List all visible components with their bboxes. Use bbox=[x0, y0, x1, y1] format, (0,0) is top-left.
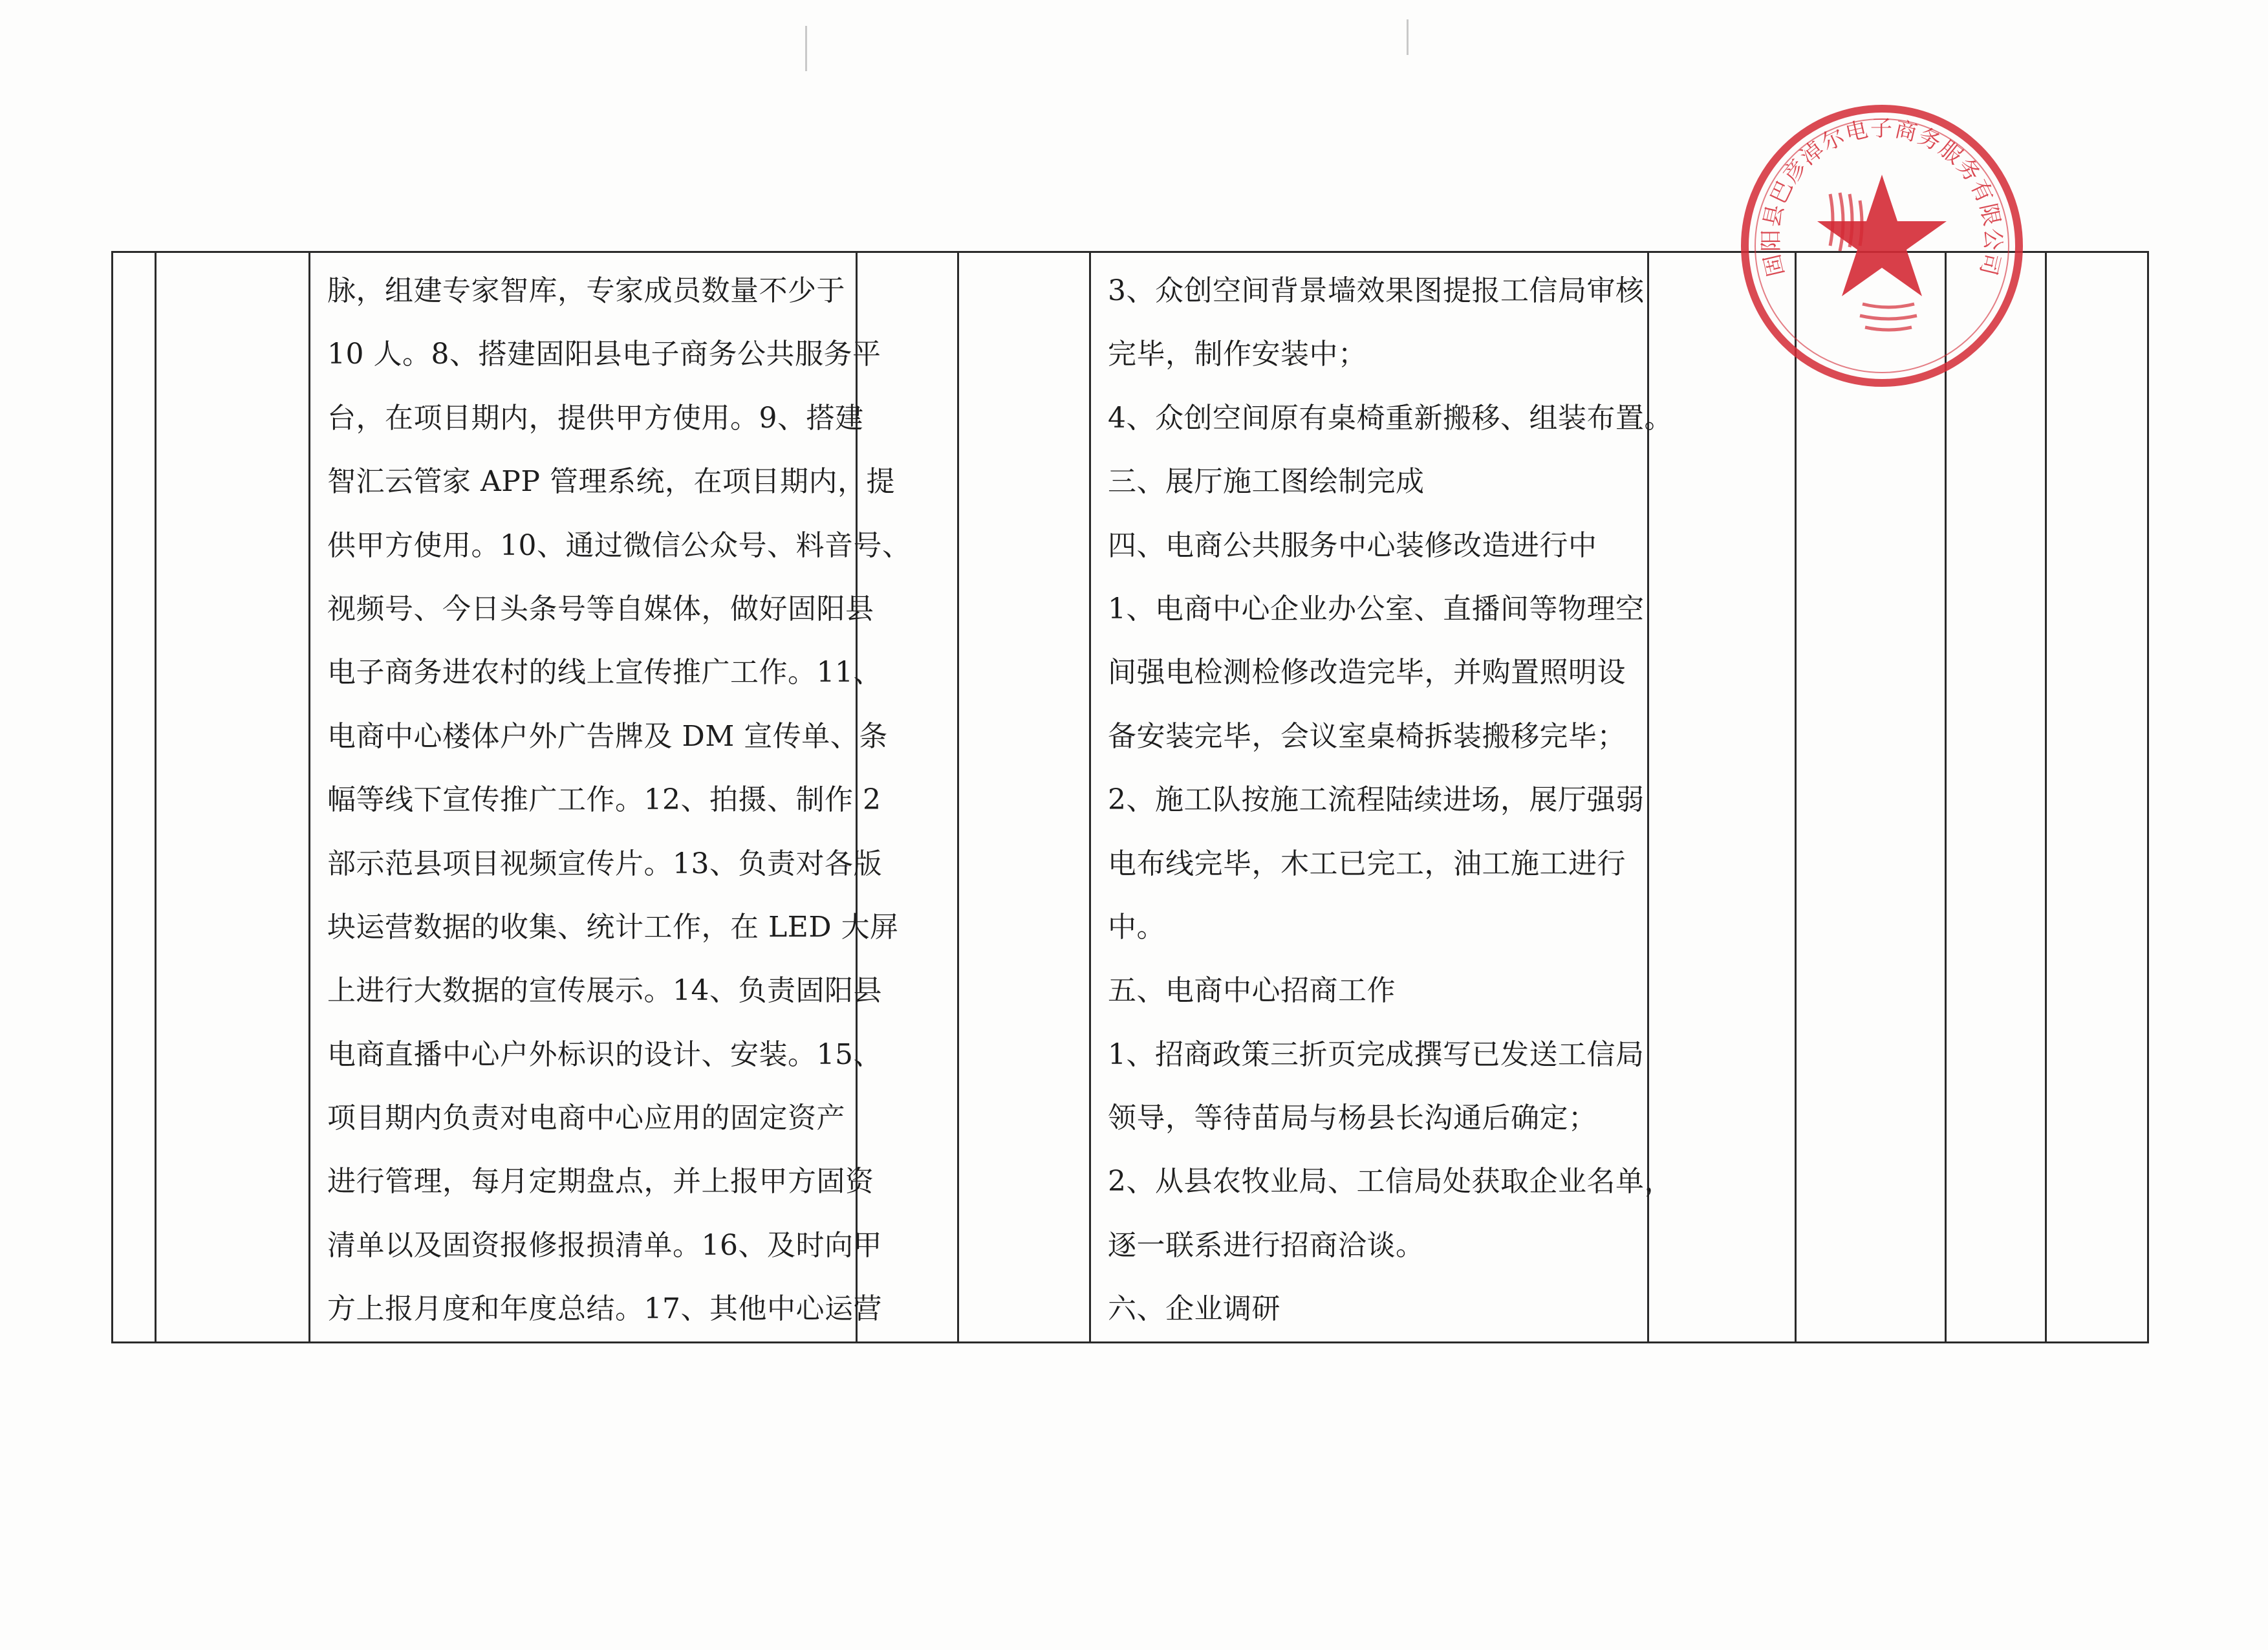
text-line: 视频号、今日头条号等自媒体，做好固阳县 bbox=[327, 592, 874, 625]
text-line: 完毕，制作安装中； bbox=[1108, 338, 1367, 371]
text-line: 领导，等待苗局与杨县长沟通后确定； bbox=[1108, 1102, 1597, 1135]
service-scope-text bbox=[310, 253, 911, 1341]
text-line: 上进行大数据的宣传展示。14、负责固阳县 bbox=[327, 974, 882, 1008]
text-line: 3、众创空间背景墙效果图提报工信局审核 bbox=[1108, 274, 1645, 307]
table-cell-service-scope bbox=[310, 252, 911, 1343]
table-cell-blank-e bbox=[1946, 252, 2046, 1343]
text-line: 2、施工队按施工流程陆续进场，展厅强弱 bbox=[1108, 783, 1645, 817]
text-line: 四、电商公共服务中心装修改造进行中 bbox=[1108, 528, 1597, 562]
text-line: 中。 bbox=[1108, 910, 1165, 944]
table-cell-item bbox=[156, 252, 310, 1343]
progress-table bbox=[111, 251, 2149, 1343]
text-line: 项目期内负责对电商中心应用的固定资产 bbox=[327, 1102, 845, 1135]
text-line: 幅等线下宣传推广工作。12、拍摄、制作 2 bbox=[327, 783, 881, 817]
text-line: 间强电检测检修改造完毕，并购置照明设 bbox=[1108, 656, 1626, 689]
table-cell-blank-b bbox=[958, 252, 1090, 1343]
scan-artifact bbox=[805, 26, 807, 71]
table-cell-index bbox=[113, 252, 156, 1343]
table-cell-blank-f bbox=[2046, 252, 2148, 1343]
text-line: 电布线完毕，木工已完工，油工施工进行 bbox=[1108, 847, 1626, 880]
text-line: 台，在项目期内，提供甲方使用。9、搭建 bbox=[327, 401, 864, 435]
text-line: 电子商务进农村的线上宣传推广工作。11、 bbox=[327, 656, 882, 689]
text-line: 逐一联系进行招商洽谈。 bbox=[1108, 1228, 1425, 1262]
text-line: 备安装完毕，会议室桌椅拆装搬移完毕； bbox=[1108, 719, 1626, 753]
text-line: 10 人。8、搭建固阳县电子商务公共服务平 bbox=[327, 338, 881, 371]
table-cell-progress-report bbox=[1090, 252, 1673, 1343]
text-line: 方上报月度和年度总结。17、其他中心运营 bbox=[327, 1292, 882, 1326]
text-line: 五、电商中心招商工作 bbox=[1108, 974, 1396, 1008]
scan-artifact bbox=[1407, 19, 1409, 55]
text-line: 电商直播中心户外标识的设计、安装。15、 bbox=[327, 1037, 882, 1071]
text-line: 1、招商政策三折页完成撰写已发送工信局 bbox=[1108, 1037, 1645, 1071]
text-line: 部示范县项目视频宣传片。13、负责对各版 bbox=[327, 847, 882, 880]
text-line: 进行管理，每月定期盘点，并上报甲方固资 bbox=[327, 1165, 874, 1199]
text-line: 4、众创空间原有桌椅重新搬移、组装布置。 bbox=[1108, 401, 1673, 435]
text-line: 清单以及固资报修报损清单。16、及时向甲 bbox=[327, 1228, 882, 1262]
text-line: 智汇云管家 APP 管理系统，在项目期内，提 bbox=[327, 465, 895, 499]
table-cell-blank-d bbox=[1796, 252, 1946, 1343]
text-line: 脉，组建专家智库，专家成员数量不少于 bbox=[327, 274, 845, 307]
text-line: 1、电商中心企业办公室、直播间等物理空 bbox=[1108, 592, 1645, 625]
table-row bbox=[113, 252, 2148, 1343]
company-seal bbox=[1733, 97, 2031, 395]
text-line: 供甲方使用。10、通过微信公众号、料音号、 bbox=[327, 528, 911, 562]
star-icon bbox=[1817, 175, 1947, 296]
text-line: 三、展厅施工图绘制完成 bbox=[1108, 465, 1425, 499]
text-line: 电商中心楼体户外广告牌及 DM 宣传单、条 bbox=[327, 719, 888, 753]
progress-report-text bbox=[1091, 253, 1673, 1341]
text-line: 2、从县农牧业局、工信局处获取企业名单， bbox=[1108, 1165, 1673, 1199]
text-line: 六、企业调研 bbox=[1108, 1292, 1280, 1326]
seal-arc-text: 固阳县巴彦淖尔电子商务服务有限公司 bbox=[1758, 116, 2006, 279]
text-line: 块运营数据的收集、统计工作，在 LED 大屏 bbox=[327, 910, 899, 944]
